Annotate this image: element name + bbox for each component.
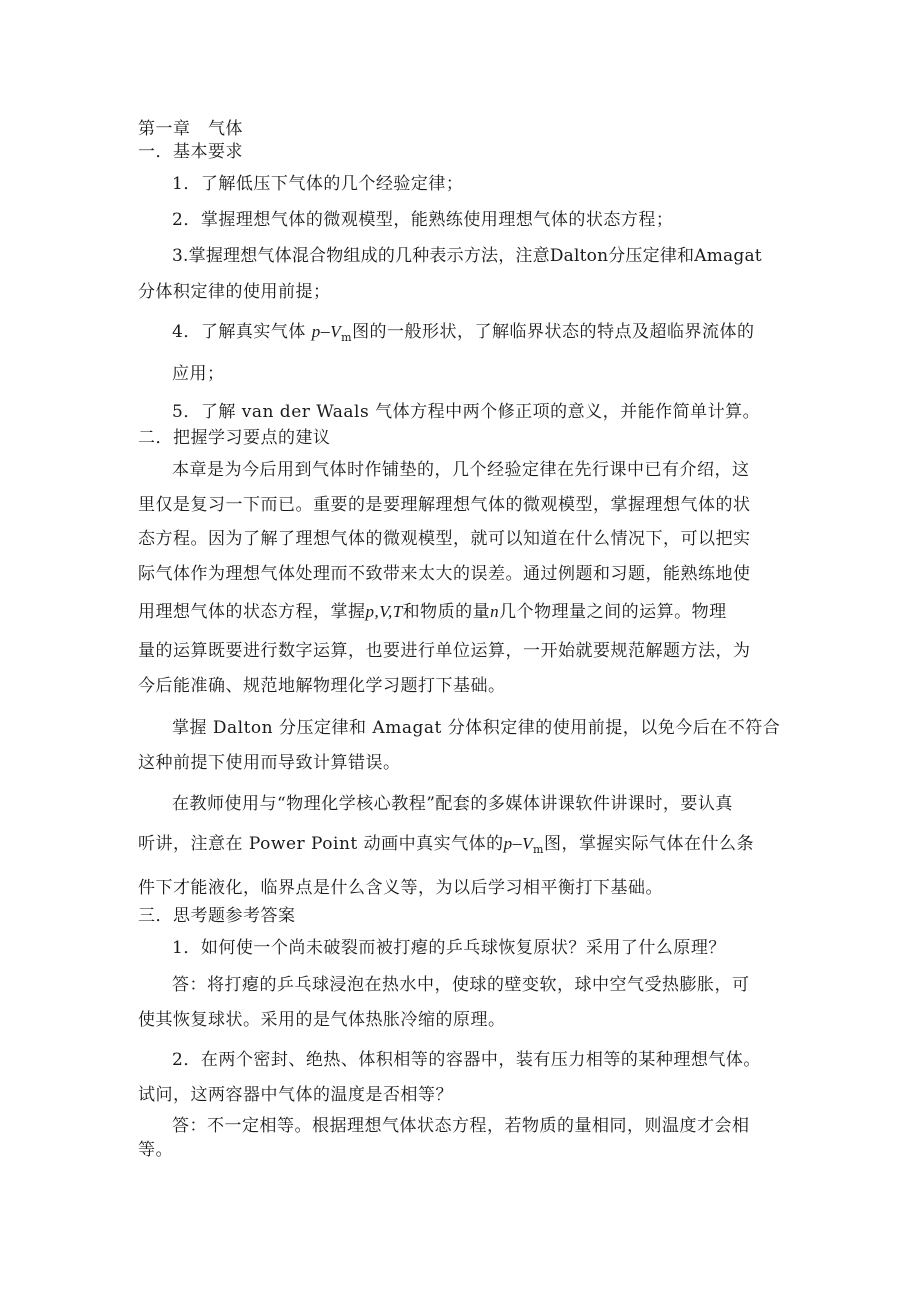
requirement-3-line-2: 分体积定律的使用前提； [138,282,331,302]
question-2-line-2: 试问，这两容器中气体的温度是否相等？ [138,1085,453,1105]
pressure-symbol: p [311,322,321,341]
advice-p1-line-2: 里仅是复习一下而已。重要的是要理解理想气体的微观模型，掌握理想气体的状 [138,495,751,515]
requirement-4-text-post: 图的一般形状，了解临界状态的特点及超临界流体的 [352,322,755,342]
answer-1-line-1: 答：将打瘪的乒乓球浸泡在热水中，使球的壁变软，球中空气受热膨胀，可 [172,975,750,995]
requirement-4-line-2: 应用； [172,364,225,384]
answer-1-line-2: 使其恢复球状。采用的是气体热胀冷缩的原理。 [138,1010,506,1030]
requirement-4-line-1 [172,317,755,344]
advice-p3-line-2 [138,829,754,856]
advice-p1-line-5-post: 几个物理量之间的运算。物理 [499,602,727,622]
requirement-4-text-pre: 4．了解真实气体 [172,322,306,342]
advice-p1-line-3: 态方程。因为了解了理想气体的微观模型，就可以知道在什么情况下，可以把实 [138,529,751,549]
section-heading-advice: 二．把握学习要点的建议 [138,428,331,448]
requirement-1: 1．了解低压下气体的几个经验定律； [172,174,464,194]
section-heading-answers: 三．思考题参考答案 [138,906,296,926]
advice-p3-line-2-post: 图，掌握实际气体在什么条 [543,834,754,854]
section-heading-requirements: 一．基本要求 [138,142,243,162]
minus-symbol: – [320,321,331,341]
advice-p1-line-7: 今后能准确、规范地解物理化学习题打下基础。 [138,676,506,696]
pressure-symbol: p [503,834,513,853]
advice-p1-line-1: 本章是为今后用到气体时作铺垫的，几个经验定律在先行课中已有介绍，这 [172,460,750,480]
chapter-title: 第一章 气体 [138,119,243,139]
state-variables: p,V,T [365,602,403,621]
volume-symbol: V [330,322,342,341]
requirement-2: 2．掌握理想气体的微观模型，能熟练使用理想气体的状态方程； [172,210,674,230]
advice-p1-line-6: 量的运算既要进行数字运算，也要进行单位运算，一开始就要规范解题方法，为 [138,641,751,661]
question-1: 1．如何使一个尚未破裂而被打瘪的乒乓球恢复原状？采用了什么原理？ [172,938,726,958]
question-2-line-1: 2．在两个密封、绝热、体积相等的容器中，装有压力相等的某种理想气体。 [172,1050,761,1070]
advice-p1-line-5 [138,597,727,622]
advice-p3-line-1: 在教师使用与“物理化学核心教程”配套的多媒体讲课软件讲课时，要认真 [172,794,733,814]
advice-p1-line-5-mid: 和物质的量 [402,602,491,622]
answer-2-line-1: 答：不一定相等。根据理想气体状态方程，若物质的量相同，则温度才会相 [172,1116,750,1136]
volume-symbol: V [522,834,534,853]
amount-symbol: n [490,602,500,621]
requirement-3-line-1: 3.掌握理想气体混合物组成的几种表示方法，注意Dalton分压定律和Amagat [172,246,762,266]
advice-p2-line-1: 掌握 Dalton 分压定律和 Amagat 分体积定律的使用前提，以免今后在不符合 [172,718,781,738]
advice-p2-line-2: 这种前提下使用而导致计算错误。 [138,753,401,773]
molar-subscript: m [341,331,353,344]
answer-2-line-2: 等。 [138,1140,173,1160]
advice-p3-line-2-pre: 听讲，注意在 Power Point 动画中真实气体的 [138,834,504,854]
advice-p1-line-4: 际气体作为理想气体处理而不致带来太大的误差。通过例题和习题，能熟练地使 [138,564,751,584]
minus-symbol: – [512,833,523,853]
molar-subscript: m [533,843,544,856]
requirement-5: 5．了解 van der Waals 气体方程中两个修正项的意义，并能作简单计算。 [172,402,761,422]
advice-p3-line-3: 件下才能液化，临界点是什么含义等，为以后学习相平衡打下基础。 [138,878,663,898]
advice-p1-line-5-pre: 用理想气体的状态方程，掌握 [138,602,366,622]
